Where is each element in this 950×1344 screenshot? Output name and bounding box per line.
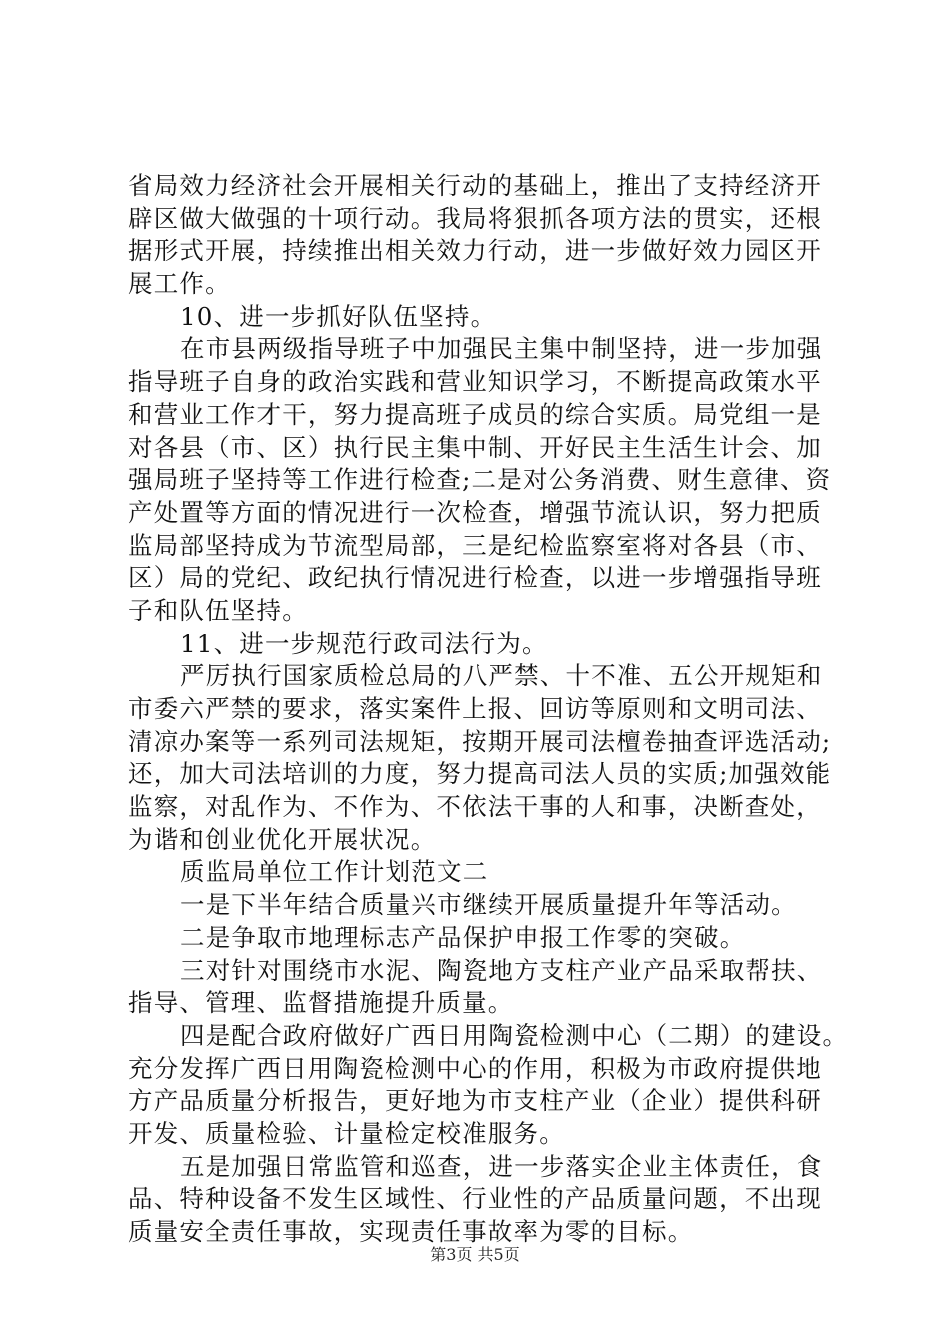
section-heading: 10、进一步抓好队伍坚持。 bbox=[180, 301, 497, 331]
text-line: 四是配合政府做好广西日用陶瓷检测中心（二期）的建设。 bbox=[180, 1020, 849, 1050]
section-heading: 11、进一步规范行政司法行为。 bbox=[180, 628, 548, 658]
text-line: 还，加大司法培训的力度，努力提高司法人员的实质;加强效能 bbox=[128, 759, 832, 789]
text-line: 区）局的党纪、政纪执行情况进行检查，以进一步增强指导班 bbox=[128, 563, 822, 593]
text-line: 监局部坚持成为节流型局部，三是纪检监察室将对各县（市、 bbox=[128, 530, 822, 560]
text-line: 一是下半年结合质量兴市继续开展质量提升年等活动。 bbox=[180, 890, 797, 920]
text-line: 清凉办案等一系列司法规矩，按期开展司法檀卷抽查评选活动; bbox=[128, 726, 832, 756]
text-line: 子和队伍坚持。 bbox=[128, 595, 308, 625]
text-line: 品、特种设备不发生区域性、行业性的产品质量问题，不出现 bbox=[128, 1184, 822, 1214]
text-line: 和营业工作才干，努力提高班子成员的综合实质。局党组一是 bbox=[128, 399, 822, 429]
text-line: 严厉执行国家质检总局的八严禁、十不准、五公开规矩和 bbox=[180, 661, 823, 691]
text-line: 指导班子自身的政治实践和营业知识学习，不断提高政策水平 bbox=[128, 367, 822, 397]
page-footer: 第3页 共5页 bbox=[430, 1245, 520, 1264]
text-line: 为谐和创业优化开展状况。 bbox=[128, 824, 437, 854]
text-line: 开发、质量检验、计量检定校准服务。 bbox=[128, 1118, 565, 1148]
document-body bbox=[128, 170, 849, 1249]
text-line: 产处置等方面的情况进行一次检查，增强节流认识，努力把质 bbox=[128, 497, 822, 527]
text-line: 展工作。 bbox=[128, 269, 231, 299]
text-line: 三对针对围绕市水泥、陶瓷地方支柱产业产品采取帮扶、 bbox=[180, 955, 823, 985]
text-line: 监察，对乱作为、不作为、不依法干事的人和事，决断查处， bbox=[128, 792, 822, 822]
text-line: 质量安全责任事故，实现责任事故率为零的目标。 bbox=[128, 1217, 694, 1246]
text-line: 指导、管理、监督措施提升质量。 bbox=[128, 988, 514, 1018]
text-line: 充分发挥广西日用陶瓷检测中心的作用，积极为市政府提供地 bbox=[128, 1053, 822, 1083]
section-title: 质监局单位工作计划范文二 bbox=[180, 857, 489, 887]
text-line: 省局效力经济社会开展相关行动的基础上，推出了支持经济开 bbox=[128, 171, 822, 200]
text-line: 辟区做大做强的十项行动。我局将狠抓各项方法的贯实，还根 bbox=[128, 203, 822, 233]
text-line: 在市县两级指导班子中加强民主集中制坚持，进一步加强 bbox=[180, 334, 823, 364]
text-line: 五是加强日常监管和巡查，进一步落实企业主体责任，食 bbox=[180, 1151, 823, 1181]
text-line: 对各县（市、区）执行民主集中制、开好民主生活生计会、加 bbox=[128, 432, 822, 462]
text-line: 强局班子坚持等工作进行检查;二是对公务消费、财生意律、资 bbox=[128, 465, 832, 495]
text-line: 据形式开展，持续推出相关效力行动，进一步做好效力园区开 bbox=[128, 236, 822, 266]
text-line: 二是争取市地理标志产品保护申报工作零的突破。 bbox=[180, 922, 746, 952]
text-line: 市委六严禁的要求，落实案件上报、回访等原则和文明司法、 bbox=[128, 694, 822, 723]
text-line: 方产品质量分析报告，更好地为市支柱产业（企业）提供科研 bbox=[128, 1086, 822, 1116]
